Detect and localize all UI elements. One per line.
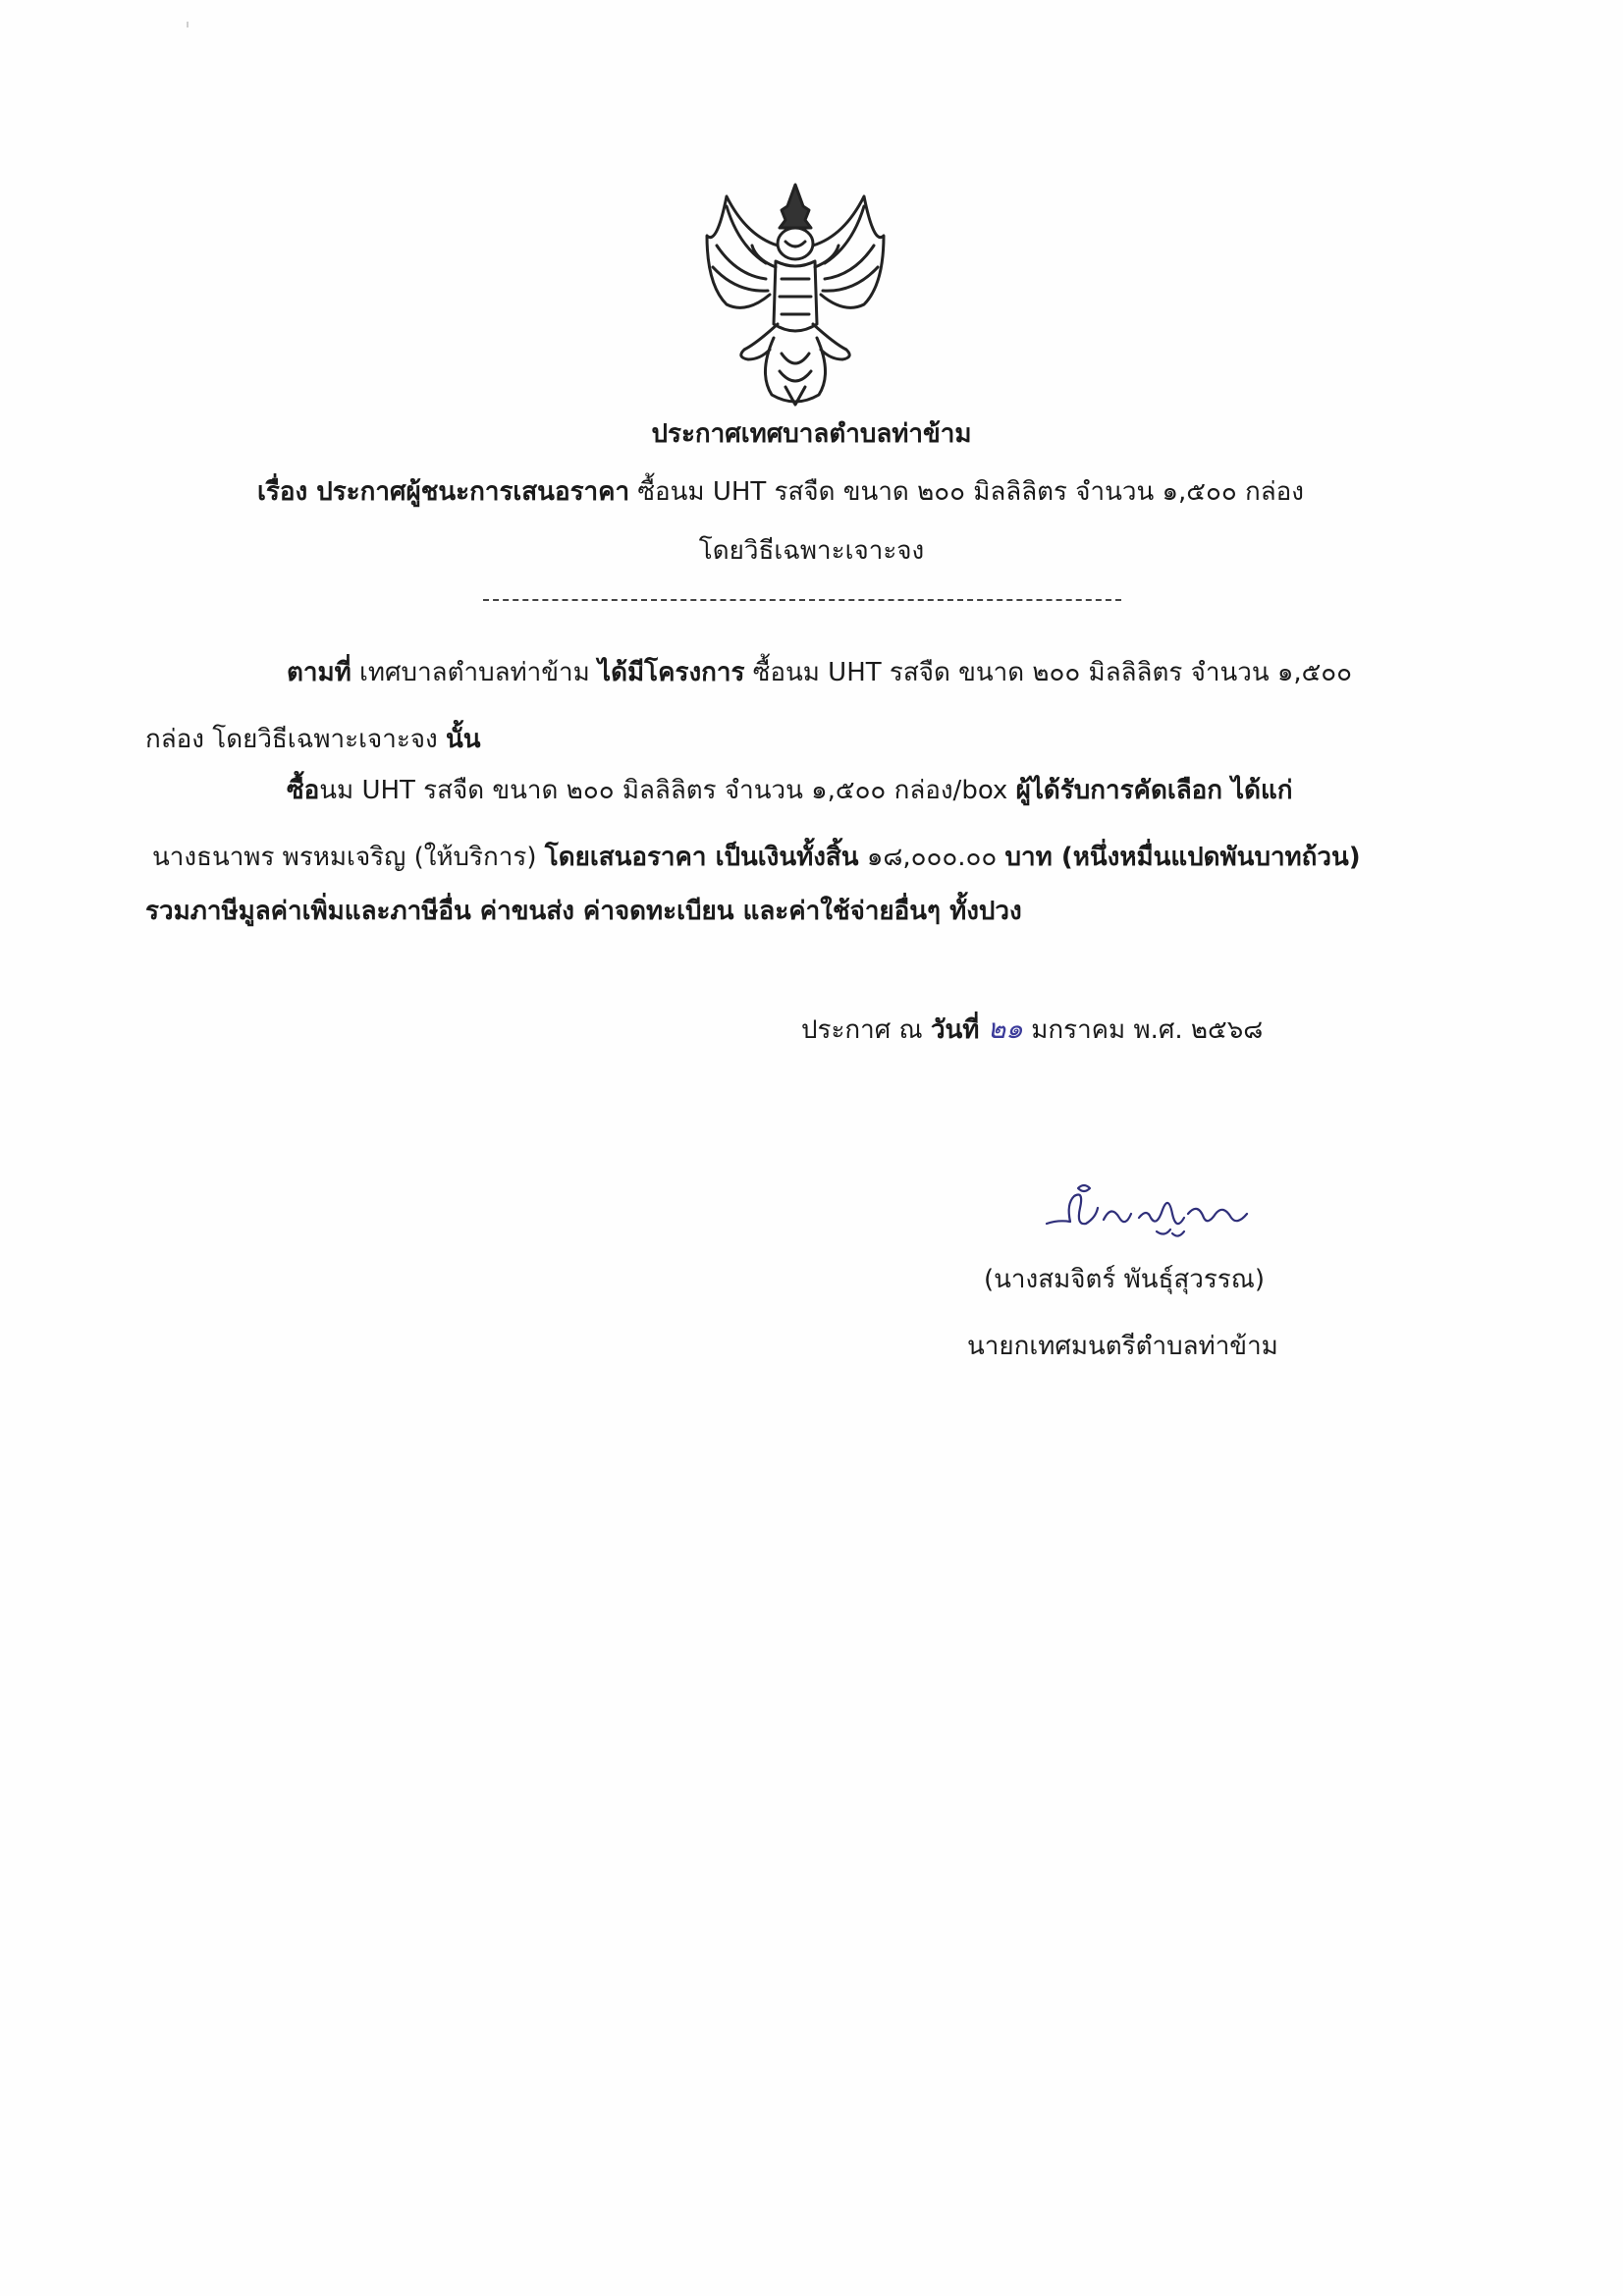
scan-artifact [187,22,189,27]
garuda-emblem-icon [687,177,903,412]
para2-text-b: ผู้ได้รับการคัดเลือก ได้แก่ [1015,776,1293,805]
announce-month-year: มกราคม พ.ศ. ๒๕๖๘ [1022,1015,1264,1045]
para2-lead: ซื้อ [287,776,320,805]
announce-day-label: วันที่ [930,1015,980,1045]
winner-name: นางธนาพร พรหมเจริญ (ให้บริการ) [152,843,545,872]
signer-position: นายกเทศมนตรีตำบลท่าข้าม [967,1332,1278,1361]
para1-text-a: เทศบาลตำบลท่าข้าม [351,658,599,687]
dashed-divider [483,599,1121,601]
paragraph-1-line-2 [145,720,481,759]
announce-day-value: ๒๑ [987,1012,1023,1045]
paragraph-2-line-3: รวมภาษีมูลค่าเพิ่มและภาษีอื่น ค่าขนส่ง ค่าจดทะเบียน และค่าใช้จ่ายอื่นๆ ทั้งปวง [145,897,1022,926]
subject-line [257,472,1304,512]
announce-date-line [801,1010,1263,1050]
paragraph-2-line-2 [152,838,1361,877]
offer-amount-words: บาท (หนึ่งหมื่นแปดพันบาทถ้วน) [1004,843,1361,872]
para1-line2-end: นั้น [445,725,481,754]
offer-amount: ๑๘,๐๐๐.๐๐ [858,843,1005,872]
subject-line-2: โดยวิธีเฉพาะเจาะจง [698,536,925,566]
para1-text-b: ได้มีโครงการ [598,658,745,687]
subject-text: ซื้อนม UHT รสจืด ขนาด ๒๐๐ มิลลิลิตร จำนวน ๑,๕๐๐ กล่อง [629,477,1304,507]
paragraph-2-line-1 [287,771,1293,810]
para2-text-a: นม UHT รสจืด ขนาด ๒๐๐ มิลลิลิตร จำนวน ๑,๕๐๐ กล่อง/box [319,776,1016,805]
signer-name: (นางสมจิตร์ พันธุ์สุวรรณ) [984,1265,1266,1294]
subject-label: เรื่อง ประกาศผู้ชนะการเสนอราคา [257,477,630,507]
paragraph-1-line-1 [287,653,1352,692]
para1-line2-text: กล่อง โดยวิธีเฉพาะเจาะจง [145,725,446,754]
offer-label: โดยเสนอราคา เป็นเงินทั้งสิ้น [544,843,859,872]
announce-prefix: ประกาศ ณ [801,1015,931,1045]
page-title: ประกาศเทศบาลตำบลท่าข้าม [651,419,972,449]
para1-text-c: ซื้อนม UHT รสจืด ขนาด ๒๐๐ มิลลิลิตร จำนวน ๑,๕๐๐ [744,658,1353,687]
para1-lead: ตามที่ [287,658,352,687]
handwritten-signature [1041,1175,1257,1243]
